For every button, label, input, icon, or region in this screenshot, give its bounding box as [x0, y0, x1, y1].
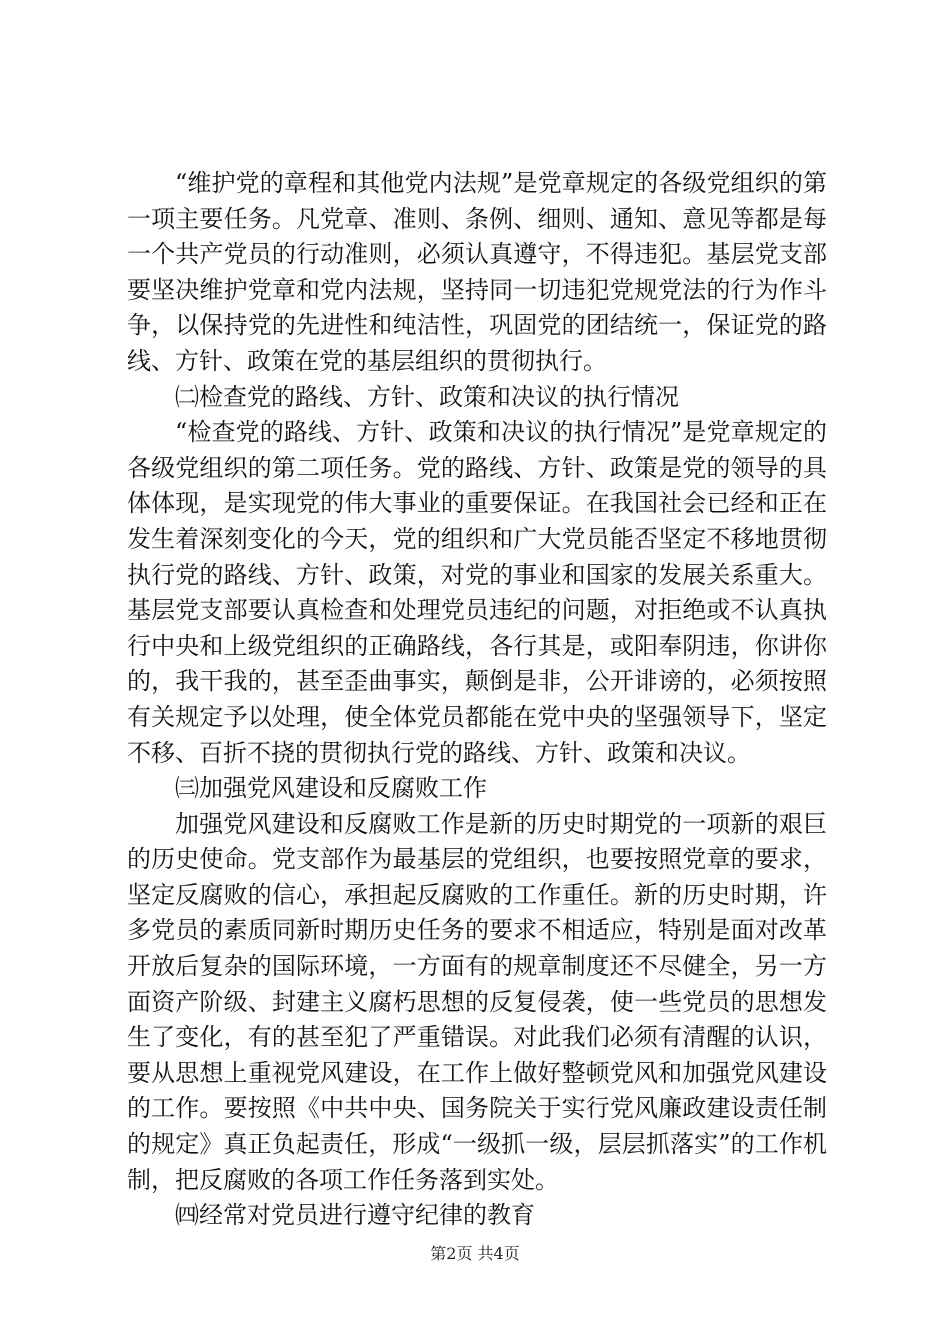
section-heading-2: ㈡检查党的路线、方针、政策和决议的执行情况 — [175, 382, 679, 411]
page-footer: 第2页 共4页 — [430, 1244, 520, 1263]
section-heading-3: ㈢加强党风建设和反腐败工作 — [175, 774, 487, 803]
paragraph-maintain-party-constitution: “维护党的章程和其他党内法规”是党章规定的各级党组织的第一项主要任务。凡党章、准则、条例、细则、通知、意见等都是每一个共产党员的行动准则，必须认真遵守，不得违犯。基层党支部要坚决维护党章和党内法规，坚持同一切违犯党规党法的行为作斗争，以保持党的先进性和纯洁性，巩固党的团结统一，保证党的路线、方针、政策在党的基层组织的贯彻执行。 — [127, 169, 827, 375]
paragraph-anti-corruption: 加强党风建设和反腐败工作是新的历史时期党的一项新的艰巨的历史使命。党支部作为最基层的党组织，也要按照党章的要求，坚定反腐败的信心，承担起反腐败的工作重任。新的历史时期，许多党员的素质同新时期历史任务的要求不相适应，特别是面对改革开放后复杂的国际环境，一方面有的规章制度还不尽健全，另一方面资产阶级、封建主义腐朽思想的反复侵袭，使一些党员的思想发生了变化，有的甚至犯了严重错误。对此我们必须有清醒的认识，要从思想上重视党风建设，在工作上做好整顿党风和加强党风建设的工作。要按照《中共中央、国务院关于实行党风廉政建设责任制的规定》真正负起责任，形成“一级抓一级，层层抓落实”的工作机制，把反腐败的各项工作任务落到实处。 — [127, 809, 827, 1194]
paragraph-check-line-policy: “检查党的路线、方针、政策和决议的执行情况”是党章规定的各级党组织的第二项任务。党的路线、方针、政策是党的领导的具体体现，是实现党的伟大事业的重要保证。在我国社会已经和正在发生着深刻变化的今天，党的组织和广大党员能否坚定不移地贯彻执行党的路线、方针、政策，对党的事业和国家的发展关系重大。基层党支部要认真检查和处理党员违纪的问题，对拒绝或不认真执行中央和上级党组织的正确路线，各行其是，或阳奉阴违，你讲你的，我干我的，甚至歪曲事实，颠倒是非，公开诽谤的，必须按照有关规定予以处理，使全体党员都能在党中央的坚强领导下，坚定不移、百折不挠的贯彻执行党的路线、方针、政策和决议。 — [127, 418, 827, 767]
section-heading-4: ㈣经常对党员进行遵守纪律的教育 — [175, 1201, 535, 1230]
document-body — [127, 166, 827, 1234]
